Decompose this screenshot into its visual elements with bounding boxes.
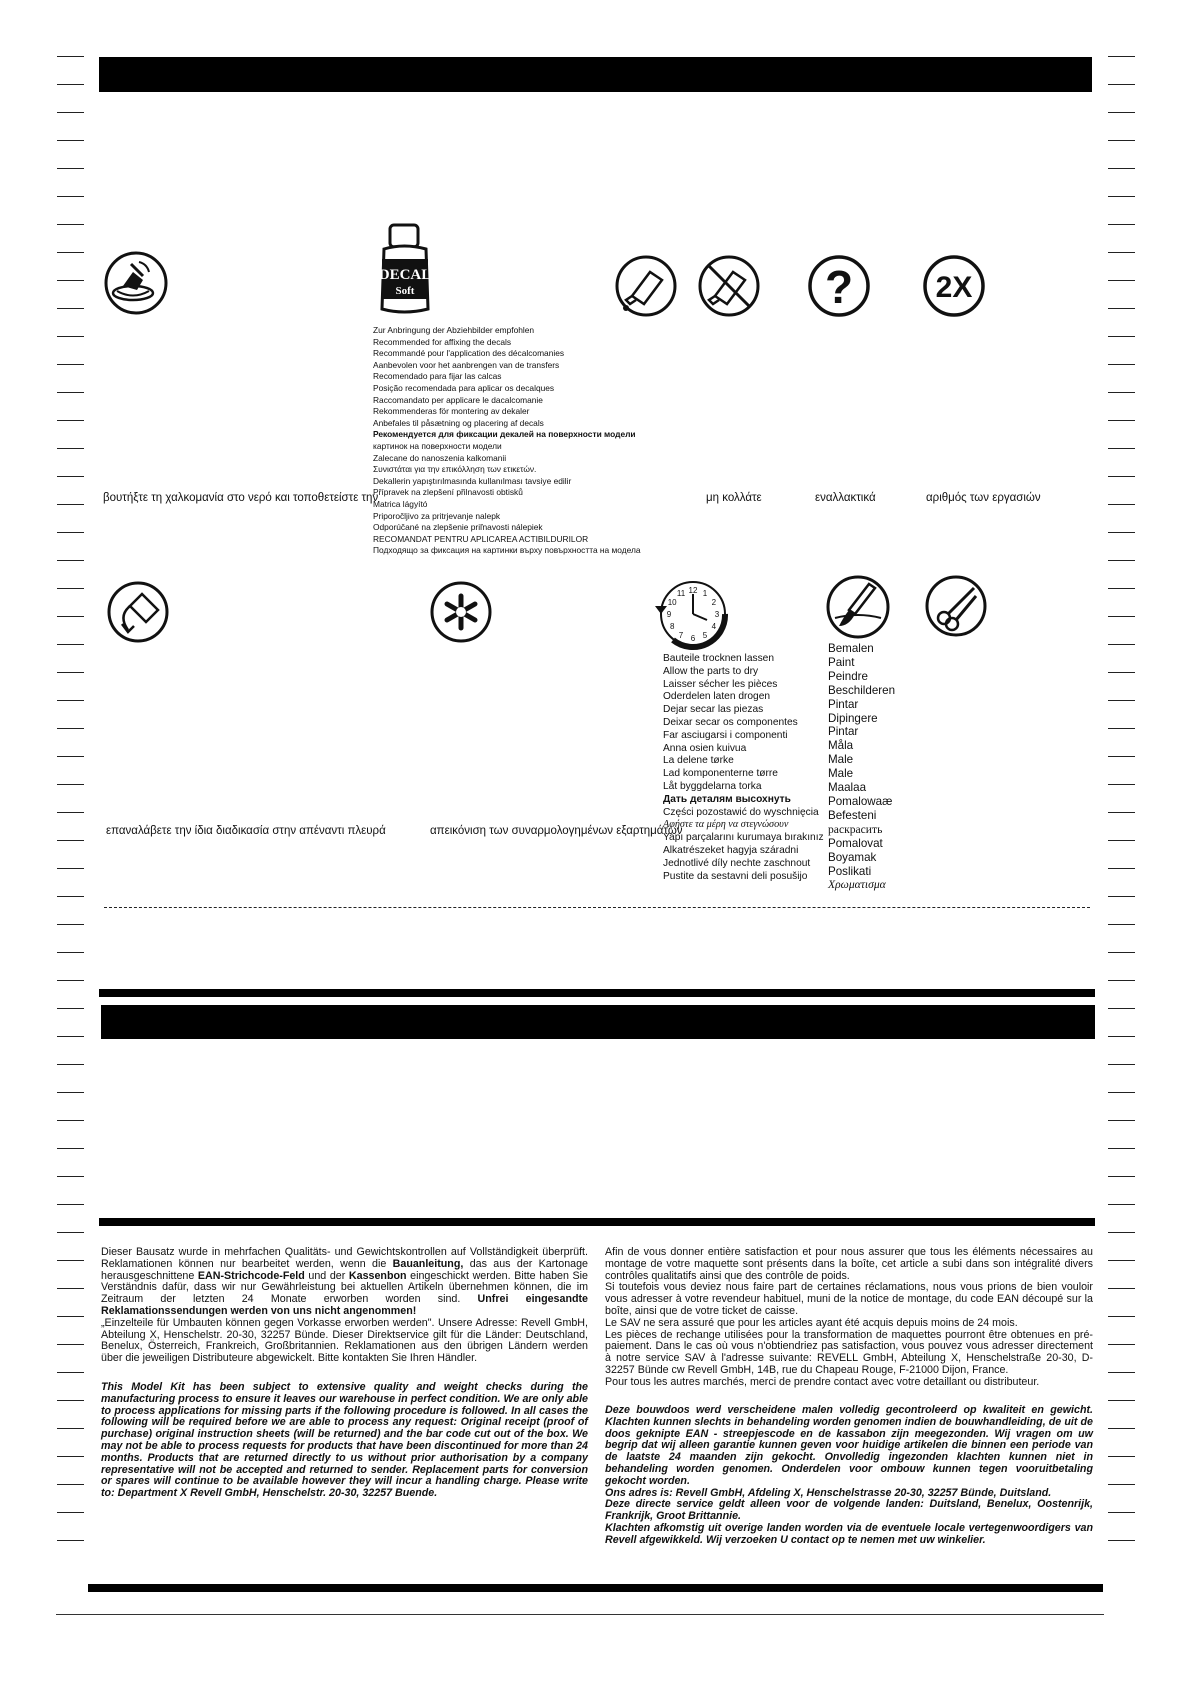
list-item: Befesteni — [828, 808, 877, 822]
list-item: Αφήστε τα μέρη να στεγνώσουν — [663, 819, 789, 831]
clock-number: 2 — [711, 598, 717, 607]
list-item: Dekallerin yapıştırılmasında kullanılması tavsiye edilir — [373, 475, 572, 486]
clock-number: 11 — [676, 589, 686, 599]
margin-tick — [1108, 140, 1135, 141]
list-item: RECOMANDAT PENTRU APLICAREA ACTIBILDURILOR — [373, 533, 589, 544]
margin-tick — [57, 1260, 84, 1261]
margin-tick — [57, 868, 84, 869]
list-item: Priporočljivo za pritrjevanje nalepk — [373, 510, 501, 521]
margin-tick — [1108, 308, 1135, 309]
decal-bottle-label: DECAL — [378, 267, 432, 283]
list-item: Pomalovat — [828, 836, 883, 850]
clock-number: 8 — [669, 622, 675, 631]
margin-tick — [57, 728, 84, 729]
list-item: Jednotlivé díly nechte zaschnout — [663, 857, 811, 869]
margin-tick — [57, 1204, 84, 1205]
service-text-german: Dieser Bausatz wurde in mehrfachen Qualitäts- und Gewichtskontrollen auf Vollständigkeit überprüft. Reklamationen können nur bearbeitet werden, wenn die Bauanleitung, das aus der Kartonage herausgeschnittene EAN-Strichcode-Feld und der Kassenbon eingeschickt werden. Bitte haben Sie Verständnis dafür, dass wir nur Gewährleistung bei aktuellen Artikeln übernehmen können, die im Zeitraum der letzten 24 Monate erworben worden sind. Unfrei eingesandte Reklamationssendungen werden von uns nicht angenommen! „Einzelteile für Umbauten können gegen Vorkasse erworben werden". Unsere Adresse: Revell GmbH, Abteilung X, Henschelstr. 20-30, 32257 Bünde. Dieser Direktservice gilt für die Länder: Deutschland, Benelux, Österreich, Frankreich, Großbritannien. Reklamationen aus den übrigen Ländern werden über die jeweiligen Distributeure abgewickelt. Bitte kontakten Sie Ihren Händler. — [101, 1246, 589, 1365]
margin-tick — [57, 784, 84, 785]
margin-tick — [57, 1288, 84, 1289]
list-item: Boyamak — [828, 850, 877, 864]
glue-icon — [614, 254, 678, 318]
margin-tick — [57, 392, 84, 393]
margin-tick — [1108, 1204, 1135, 1205]
decal-soft-bottle-icon — [376, 223, 434, 315]
paint-brush-icon — [825, 574, 891, 640]
margin-tick — [57, 1456, 84, 1457]
margin-tick — [1108, 280, 1135, 281]
list-item: Paint — [828, 655, 855, 669]
list-item: Poslikati — [828, 864, 872, 878]
margin-tick — [57, 168, 84, 169]
list-item: Oderdelen laten drogen — [663, 691, 771, 703]
list-item: Beschilderen — [828, 683, 896, 697]
margin-tick — [57, 448, 84, 449]
no-glue-icon — [697, 254, 761, 318]
list-item: Recommended for affixing the decals — [373, 336, 512, 347]
margin-tick — [1108, 1344, 1135, 1345]
list-item: Dipingere — [828, 711, 878, 725]
cut-line — [104, 907, 1090, 908]
list-item: Lad komponenterne tørre — [663, 768, 778, 780]
list-item: Raccomandato per applicare le dacalcomanie — [373, 394, 543, 405]
list-item: Συνιστάται για την επικόλληση των ετικετών. — [373, 464, 537, 475]
paint-instructions — [828, 642, 895, 892]
list-item: Bauteile trocknen lassen — [663, 653, 774, 664]
list-item: Pintar — [828, 725, 859, 739]
margin-tick — [57, 672, 84, 673]
margin-tick — [1108, 1512, 1135, 1513]
margin-tick — [57, 1344, 84, 1345]
margin-tick — [57, 1064, 84, 1065]
margin-tick — [1108, 252, 1135, 253]
list-item: Far asciugarsi i componenti — [663, 729, 788, 741]
margin-tick — [57, 1092, 84, 1093]
service-frame-bottom-line — [99, 1218, 1095, 1226]
clock-number: 6 — [690, 634, 696, 643]
list-item: Male — [828, 753, 854, 767]
list-item: Matrica lágyító — [373, 498, 428, 509]
clock-number: 4 — [711, 622, 717, 631]
margin-tick — [57, 1484, 84, 1485]
margin-tick — [57, 336, 84, 337]
margin-tick — [57, 812, 84, 813]
margin-tick — [57, 1400, 84, 1401]
margin-tick — [1108, 616, 1135, 617]
list-item: Zalecane do nanoszenia kalkomanii — [373, 452, 507, 463]
list-item: Pintar — [828, 697, 859, 711]
list-item: Pomalowaæ — [828, 794, 893, 808]
margin-tick — [57, 700, 84, 701]
margin-tick — [57, 112, 84, 113]
margin-tick — [1108, 868, 1135, 869]
turn-over-icon — [106, 580, 170, 644]
margin-tick — [1108, 1484, 1135, 1485]
bottom-rule-thick — [88, 1584, 1103, 1592]
margin-tick — [57, 1232, 84, 1233]
service-header-bar — [101, 1005, 1095, 1039]
margin-tick — [1108, 1428, 1135, 1429]
margin-tick — [1108, 1400, 1135, 1401]
margin-tick — [57, 504, 84, 505]
repeat-2x-icon — [922, 254, 986, 318]
margin-tick — [1108, 700, 1135, 701]
margin-tick — [1108, 1064, 1135, 1065]
margin-tick — [57, 308, 84, 309]
service-frame-top-line — [99, 989, 1095, 997]
margin-tick — [1108, 1176, 1135, 1177]
list-item: Подходящо за фиксация на картинки върху повърхността на модела — [373, 545, 641, 556]
margin-tick — [1108, 84, 1135, 85]
list-item: Recomendado para fijar las calcas — [373, 371, 502, 382]
margin-tick — [1108, 476, 1135, 477]
margin-tick — [1108, 532, 1135, 533]
margin-tick — [1108, 1316, 1135, 1317]
margin-tick — [57, 420, 84, 421]
margin-tick — [57, 840, 84, 841]
margin-tick — [57, 252, 84, 253]
list-item: Bemalen — [828, 642, 874, 655]
clock-number: 1 — [702, 589, 708, 599]
margin-tick — [57, 980, 84, 981]
margin-tick — [1108, 56, 1135, 57]
margin-tick — [1108, 812, 1135, 813]
margin-tick — [57, 84, 84, 85]
margin-tick — [57, 196, 84, 197]
margin-tick — [1108, 952, 1135, 953]
clock-number: 7 — [678, 630, 684, 640]
list-item: Odporúčané na zlepšenie priľnavosti nálepiek — [373, 522, 543, 533]
margin-tick — [1108, 1260, 1135, 1261]
margin-tick — [1108, 1148, 1135, 1149]
margin-tick — [57, 280, 84, 281]
margin-tick — [1108, 588, 1135, 589]
margin-tick — [57, 1372, 84, 1373]
margin-tick — [57, 644, 84, 645]
service-text-french: Afin de vous donner entière satisfaction et pour nous assurer que tous les éléments nécessaires au montage de votre maquette sont présents dans la boîte, cet article a subi dans son intégralité divers contrôles qualitatifs ainsi que des contrôle de poids. Si toutefois vous deviez nous faire part de certaines réclamations, nous vous prions de bien vouloir vous adresser à votre revendeur habituel, muni de la notice de montage, du code EAN découpé sur la boîte, ainsi que de votre ticket de caisse. Le SAV ne sera assuré que pour les articles ayant été acquis depuis moins de 24 mois. Les pièces de rechange utilisées pour la transformation de maquettes pourront être obtenues en pré-paiement. Dans le cas où vous n'obtiendriez pas satisfaction, vous pouvez vous adresser directement à notre service SAV à l'adresse suivante: REVELL GmbH, Abteilung X, Henschelstraße 20-30, D-32257 Bünde cw Revell GmbH, 14B, rue du Chapeau Rouge, F-21000 Dijon, France. Pour tous les autres marchés, merci de prendre contact avec votre detaillant ou distributeur. — [605, 1246, 1093, 1388]
margin-tick — [57, 1316, 84, 1317]
list-item: Anbefales til påsætning og placering af decals — [373, 417, 544, 428]
list-item: Rekommenderas för montering av dekaler — [373, 406, 530, 417]
decal-bottle-sub: Soft — [395, 285, 415, 297]
margin-tick — [1108, 980, 1135, 981]
greek-caption-no-glue: μη κολλάτε — [706, 492, 762, 504]
list-item: Peindre — [828, 669, 868, 683]
list-item: Låt byggdelarna torka — [663, 780, 762, 792]
margin-tick — [1108, 1036, 1135, 1037]
clock-number: 3 — [714, 610, 720, 619]
margin-tick — [1108, 756, 1135, 757]
margin-tick — [1108, 112, 1135, 113]
margin-tick — [57, 1512, 84, 1513]
top-header-bar — [99, 57, 1092, 92]
dry-parts-instructions — [663, 653, 824, 883]
list-item: Części pozostawić do wyschnięcia — [663, 806, 819, 818]
service-text-dutch: Deze bouwdoos werd verscheidene malen volledig gecontroleerd op kwaliteit en gewicht. Klachten kunnen slechts in behandeling worden genomen indien de bouwhandleiding, de uit de doos geknipte EAN - streepjescode en de kassabon zijn meegezonden. Wij vragen om uw begrip dat wij alleen garantie kunnen geven voor huidige artikelen die binnen een periode van de laatste 24 maanden zijn gekocht. Onvolledig ingezonden klachten kunnen niet in behandeling worden genomen. Onderdelen voor ombouw kunnen tegen vooruitbetaling gekocht worden. Ons adres is: Revell GmbH, Afdeling X, Henschelstrasse 20-30, 32257 Bünde, Duitsland. Deze directe service geldt alleen voor de volgende landen: Duitsland, Benelux, Oostenrijk, Frankrijk, Groot Brittannie. Klachten afkomstig uit overige landen worden via de eventuele locale vertegenwoordigers van Revell afgewikkeld. Wij verzoeken U contact op te nemen met uw winkelier. — [605, 1404, 1093, 1546]
margin-tick — [1108, 840, 1135, 841]
list-item: Pustite da sestavni deli posušijo — [663, 870, 808, 882]
margin-tick — [1108, 1092, 1135, 1093]
list-item: картинок на поверхности модели — [373, 440, 502, 451]
greek-caption-number-of-times: αριθμός των εργασιών — [926, 492, 1041, 504]
margin-tick — [57, 896, 84, 897]
margin-tick — [1108, 364, 1135, 365]
repeat-2x-label: 2X — [935, 271, 973, 304]
svg-text:?: ? — [824, 261, 854, 313]
list-item: Zur Anbringung der Abziehbilder empfohlen — [373, 325, 535, 335]
margin-tick — [57, 532, 84, 533]
margin-tick — [57, 364, 84, 365]
greek-caption-repeat-other-side: επαναλάβετε την ίδια διαδικασία στην απέναντι πλευρά — [106, 825, 386, 837]
margin-tick — [57, 1008, 84, 1009]
list-item: Yapı parçalarını kurumaya bırakınız — [663, 832, 824, 844]
margin-tick — [57, 140, 84, 141]
list-item: Male — [828, 767, 854, 781]
greek-caption-alternative: εναλλακτικά — [815, 492, 876, 504]
margin-tick — [1108, 392, 1135, 393]
scissors-icon — [924, 574, 988, 638]
list-item: Måla — [828, 739, 854, 753]
bottom-rule-thin — [56, 1614, 1104, 1615]
list-item: La delene tørke — [663, 755, 734, 767]
greek-caption-assembled-parts: απεικόνιση των συναρμολογημένων εξαρτημάτων — [430, 825, 683, 837]
list-item: Přípravek na zlepšení přilnavosti obtisků — [373, 487, 523, 498]
margin-tick — [1108, 336, 1135, 337]
clock-number: 5 — [702, 630, 708, 640]
margin-tick — [1108, 924, 1135, 925]
margin-tick — [1108, 168, 1135, 169]
list-item: Posição recomendada para aplicar os decalques — [373, 382, 555, 393]
list-item: Maalaa — [828, 781, 867, 795]
list-item: Dejar secar las piezas — [663, 704, 764, 716]
list-item: Deixar secar os componentes — [663, 716, 798, 728]
list-item: Дать деталям высохнуть — [663, 793, 791, 805]
margin-tick — [57, 476, 84, 477]
margin-tick — [57, 1540, 84, 1541]
decal-water-icon — [103, 250, 169, 316]
margin-tick — [1108, 1456, 1135, 1457]
greek-caption-dip-decal: βουτήξτε τη χαλκομανία στο νερό και τοποθετείστε την — [103, 492, 379, 504]
list-item: Χρωματισμα — [828, 878, 886, 892]
margin-tick — [57, 952, 84, 953]
margin-tick — [57, 588, 84, 589]
list-item: Allow the parts to dry — [663, 665, 759, 677]
margin-tick — [1108, 1232, 1135, 1233]
list-item: Recommandé pour l'application des décalcomanies — [373, 348, 565, 359]
margin-tick — [1108, 644, 1135, 645]
decal-soft-instructions — [373, 325, 641, 557]
list-item: Anna osien kuivua — [663, 742, 747, 754]
list-item: Alkatrészeket hagyja száradni — [663, 844, 799, 856]
margin-tick — [1108, 728, 1135, 729]
margin-tick — [57, 1176, 84, 1177]
margin-tick — [57, 560, 84, 561]
list-item: Aanbevolen voor het aanbrengen van de transfers — [373, 359, 560, 370]
clock-number: 10 — [667, 598, 677, 607]
margin-tick — [57, 224, 84, 225]
margin-tick — [57, 1120, 84, 1121]
margin-tick — [57, 1036, 84, 1037]
margin-tick — [1108, 224, 1135, 225]
margin-tick — [1108, 1540, 1135, 1541]
question-mark-icon — [807, 254, 871, 318]
margin-tick — [57, 756, 84, 757]
margin-tick — [1108, 196, 1135, 197]
margin-tick — [1108, 420, 1135, 421]
margin-tick — [57, 1148, 84, 1149]
list-item: раскрасить — [828, 822, 883, 836]
margin-tick — [1108, 1372, 1135, 1373]
margin-tick — [1108, 672, 1135, 673]
margin-tick — [1108, 1008, 1135, 1009]
list-item: Laisser sécher les pièces — [663, 678, 778, 690]
clock-dry-icon — [653, 576, 733, 656]
margin-tick — [1108, 896, 1135, 897]
clock-number: 12 — [688, 586, 698, 595]
list-item: Рекомендуется для фиксации декалей на поверхности модели — [373, 429, 636, 440]
margin-tick — [1108, 504, 1135, 505]
margin-tick — [1108, 448, 1135, 449]
parts-assembled-icon — [429, 580, 493, 644]
margin-tick — [1108, 784, 1135, 785]
service-text-english: This Model Kit has been subject to extensive quality and weight checks during the manufacturing process to ensure it leaves our warehouse in perfect condition. We are only able to process applications for missing parts if the following procedure is followed. In all cases the following will be required before we are able to process any request: Original receipt (proof of purchase) original instruction sheets (will be returned) and the bar code cut out of the box. We may not be able to process requests for products that have been discontinued for more than 24 months. Products that are returned directly to us without prior authorisation by a company representative will not be accepted and returned to sender. Replacement parts for conversion or spares will continue to be available however they will incur a handling charge. Please write to: Department X Revell GmbH, Henschelstr. 20-30, 32257 Buende. — [101, 1381, 588, 1500]
clock-number: 9 — [666, 610, 672, 619]
margin-tick — [1108, 560, 1135, 561]
margin-tick — [57, 616, 84, 617]
margin-tick — [1108, 1120, 1135, 1121]
margin-tick — [57, 56, 84, 57]
margin-tick — [57, 924, 84, 925]
margin-tick — [57, 1428, 84, 1429]
margin-tick — [1108, 1288, 1135, 1289]
